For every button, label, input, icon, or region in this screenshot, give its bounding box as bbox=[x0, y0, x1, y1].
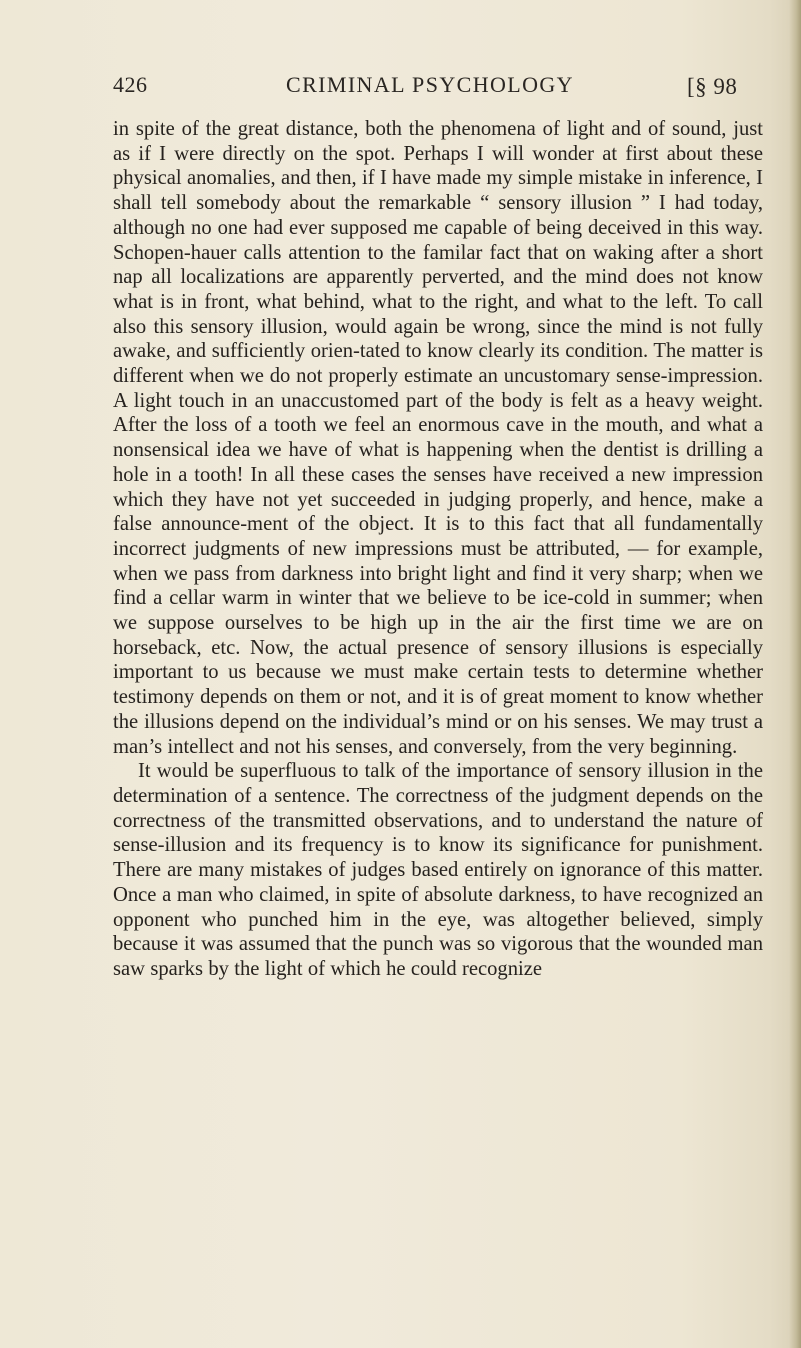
running-title: CRIMINAL PSYCHOLOGY bbox=[286, 72, 574, 97]
page-edge-shadow bbox=[789, 0, 801, 1348]
paragraph: It would be superfluous to talk of the importance of sensory illusion in the determination of a sentence. The correctness of the judgment depends on the correctness of the transmitted observations, and to understand the nature of sense-illusion and its frequency is to know its significance for punishment. There are many mistakes of judges based entirely on ignorance of this matter. Once a man who claimed, in spite of absolute darkness, to have recognized an opponent who punched him in the eye, was altogether believed, simply because it was assumed that the punch was so vigorous that the wounded man saw sparks by the light of which he could recognize bbox=[113, 760, 763, 980]
body-text bbox=[113, 117, 763, 982]
running-header bbox=[113, 72, 761, 108]
section-marker: [§ 98 bbox=[687, 74, 738, 99]
paragraph: in spite of the great distance, both the phenomena of light and of sound, just as if I were directly on the spot. Perhaps I will wonder at first about these physical anomalies, and then, if I have made my simple mistake in inference, I shall tell somebody about the remarkable “ sensory illusion ” I had today, although no one had ever supposed me capable of being deceived in this way. Schopen-hauer calls attention to the familar fact that on waking after a short nap all localizations are apparently perverted, and the mind does not know what is in front, what behind, what to the right, and what to the left. To call also this sensory illusion, would again be wrong, since the mind is not fully awake, and sufficiently orien-tated to know clearly its condition. The matter is different when we do not properly estimate an uncustomary sense-impression. A light touch in an unaccustomed part of the body is felt as a heavy weight. After the loss of a tooth we feel an enormous cave in the mouth, and what a nonsensical idea we have of what is happening when the dentist is drilling a hole in a tooth! In all these cases the senses have received a new impression which they have not yet succeeded in judging properly, and hence, make a false announce-ment of the object. It is to this fact that all fundamentally incorrect judgments of new impressions must be attributed, — for example, when we pass from darkness into bright light and find it very sharp; when we find a cellar warm in winter that we believe to be ice-cold in summer; when we suppose ourselves to be high up in the air the first time we are on horseback, etc. Now, the actual presence of sensory illusions is especially important to us because we must make certain tests to determine whether testimony depends on them or not, and it is of great moment to know whether the illusions depend on the individual’s mind or on his senses. We may trust a man’s intellect and not his senses, and conversely, from the very beginning. bbox=[113, 118, 763, 758]
page-number: 426 bbox=[113, 72, 148, 97]
